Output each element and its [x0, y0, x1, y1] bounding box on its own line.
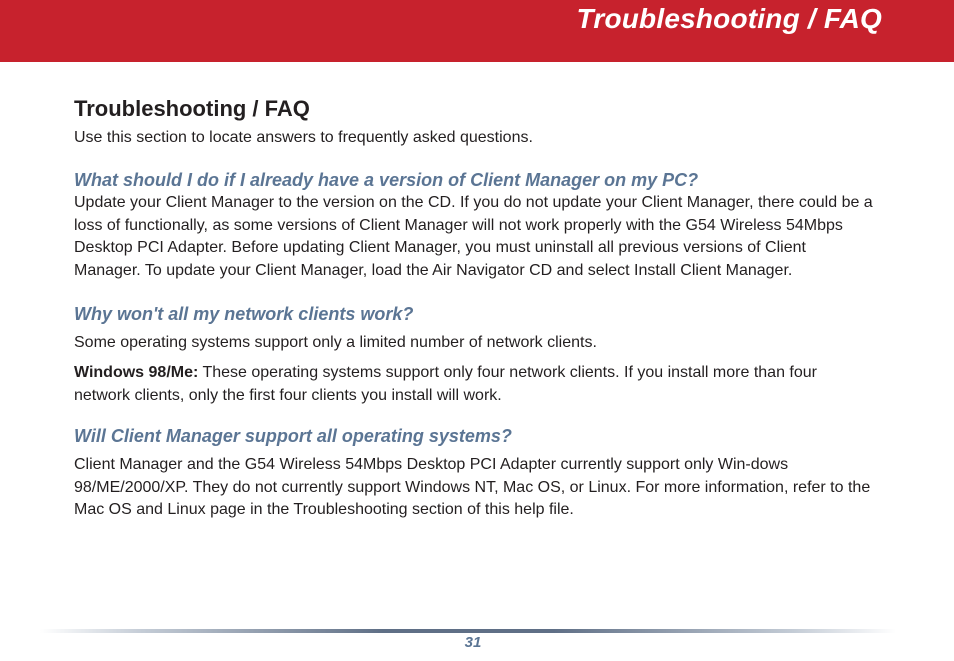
header-band	[0, 0, 954, 62]
faq-answer-2-note	[74, 362, 874, 407]
os-note-text: These operating systems support only four network clients. If you install more than four network clients, only the first four clients you install will work.	[74, 363, 817, 404]
header-title: Troubleshooting / FAQ	[576, 3, 882, 34]
section-title: Troubleshooting / FAQ	[74, 96, 310, 121]
page-content	[74, 95, 874, 522]
section-intro: Use this section to locate answers to frequently asked questions.	[74, 129, 533, 146]
faq-question-2: Why won't all my network clients work?	[74, 304, 414, 325]
footer-rule	[40, 629, 896, 633]
faq-question-3: Will Client Manager support all operating systems?	[74, 426, 512, 447]
os-note-label: Windows 98/Me:	[74, 363, 199, 381]
faq-answer-2: Some operating systems support only a limited number of network clients.	[74, 334, 597, 352]
faq-answer-3: Client Manager and the G54 Wireless 54Mbps Desktop PCI Adapter currently support only Win-dows 98/ME/2000/XP. They do not currently support Windows NT, Mac OS, or Linux. For more information, refer to the Mac OS and Linux page in the Troubleshooting section of this help file.	[74, 456, 871, 519]
faq-question-1: What should I do if I already have a version of Client Manager on my PC?	[74, 170, 699, 190]
faq-answer-1: Update your Client Manager to the version on the CD. If you do not update your Client Manager, there could be a loss of functionally, as some versions of Client Manager will not work properly with the G54 Wireless 54Mbps Desktop PCI Adapter. Before updating Client Manager, you must uninstall all previous versions of Client Manager. To update your Client Manager, load the Air Navigator CD and select Install Client Manager.	[74, 194, 873, 279]
page-number: 31	[464, 634, 482, 651]
